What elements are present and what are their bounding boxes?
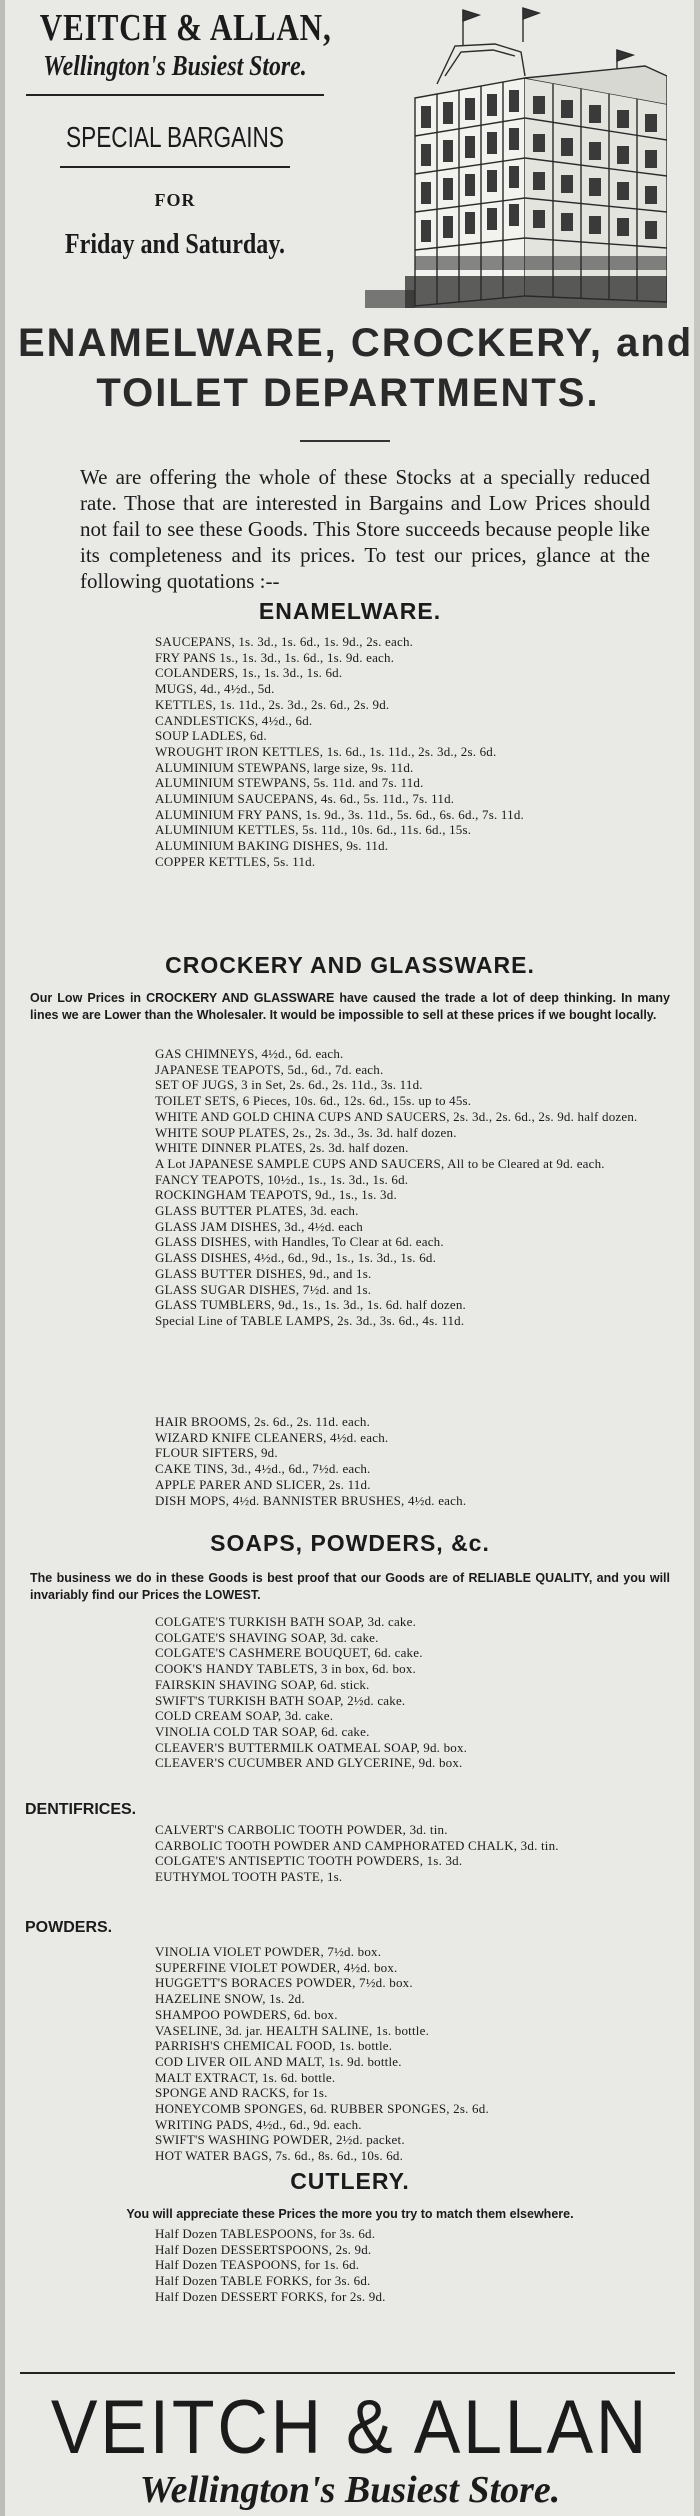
list-item: SWIFT'S WASHING POWDER, 2½d. packet.	[155, 2132, 405, 2148]
special-bargains-heading: SPECIAL BARGAINS	[66, 122, 284, 154]
list-item: KETTLES, 1s. 11d., 2s. 3d., 2s. 6d., 2s. 9d.	[155, 696, 390, 712]
list-item: SOUP LADLES, 6d.	[155, 728, 267, 744]
list-item: SPONGE AND RACKS, for 1s.	[155, 2085, 328, 2101]
for-label: FOR	[154, 190, 196, 210]
list-item: WROUGHT IRON KETTLES, 1s. 6d., 1s. 11d., 2s. 3d., 2s. 6d.	[155, 743, 497, 759]
divider	[26, 94, 324, 96]
dentifrices-heading: DENTIFRICES.	[25, 1801, 137, 1818]
soaps-list	[155, 1614, 665, 1771]
list-item: SET OF JUGS, 3 in Set, 2s. 6d., 2s. 11d., 3s. 11d.	[155, 1077, 423, 1093]
store-tagline: Wellington's Busiest Store.	[43, 51, 307, 82]
list-item: WRITING PADS, 4½d., 6d., 9d. each.	[155, 2116, 362, 2132]
list-item: CALVERT'S CARBOLIC TOOTH POWDER, 3d. tin.	[155, 1822, 448, 1837]
soaps-paragraph: The business we do in these Goods is best proof that our Goods are of RELIABLE QUALITY, and you will invariably find our Prices the LOWEST.	[30, 1571, 670, 1602]
list-item: CLEAVER'S BUTTERMILK OATMEAL SOAP, 9d. box.	[155, 1739, 468, 1755]
list-item: Half Dozen TABLESPOONS, for 3s. 6d.	[155, 2226, 376, 2241]
list-item: MALT EXTRACT, 1s. 6d. bottle.	[155, 2069, 336, 2085]
header-block	[10, 6, 340, 263]
divider	[20, 2372, 675, 2374]
store-name: VEITCH & ALLAN,	[39, 7, 332, 49]
list-item: Half Dozen TEASPOONS, for 1s. 6d.	[155, 2257, 360, 2273]
list-item: APPLE PARER AND SLICER, 2s. 11d.	[155, 1476, 371, 1492]
sale-days: Friday and Saturday.	[64, 229, 286, 260]
list-item: ALUMINIUM SAUCEPANS, 4s. 6d., 5s. 11d., 7s. 11d.	[155, 791, 455, 807]
store-building-illustration	[345, 6, 667, 308]
list-item: SUPERFINE VIOLET POWDER, 4½d. box.	[155, 1959, 398, 1975]
dentifrices-list	[155, 1822, 665, 1885]
footer-tagline: Wellington's Busiest Store.	[139, 2469, 561, 2511]
list-item: HUGGETT'S BORACES POWDER, 7½d. box.	[155, 1975, 413, 1991]
list-item: CAKE TINS, 3d., 4½d., 6d., 7½d. each.	[155, 1461, 371, 1477]
list-item: COOK'S HANDY TABLETS, 3 in box, 6d. box.	[155, 1661, 417, 1677]
list-item: COLGATE'S CASHMERE BOUQUET, 6d. cake.	[155, 1645, 423, 1661]
list-item: Half Dozen DESSERTSPOONS, 2s. 9d.	[155, 2241, 372, 2257]
list-item: CLEAVER'S CUCUMBER AND GLYCERINE, 9d. box.	[155, 1755, 463, 1771]
list-item: VASELINE, 3d. jar. HEALTH SALINE, 1s. bottle.	[155, 2022, 430, 2038]
list-item: HOT WATER BAGS, 7s. 6d., 8s. 6d., 10s. 6d.	[155, 2148, 404, 2164]
list-item: WIZARD KNIFE CLEANERS, 4½d. each.	[155, 1429, 389, 1445]
list-item: A Lot JAPANESE SAMPLE CUPS AND SAUCERS, All to be Cleared at 9d. each.	[155, 1155, 605, 1171]
list-item: GLASS DISHES, 4½d., 6d., 9d., 1s., 1s. 3d., 1s. 6d.	[155, 1250, 437, 1266]
list-item: GLASS BUTTER PLATES, 3d. each.	[155, 1203, 359, 1219]
list-item: COLD CREAM SOAP, 3d. cake.	[155, 1708, 334, 1724]
list-item: CANDLESTICKS, 4½d., 6d.	[155, 712, 313, 728]
section-title-cutlery: CUTLERY.	[290, 2168, 410, 2194]
list-item: Half Dozen DESSERT FORKS, for 2s. 9d.	[155, 2288, 386, 2304]
list-item: SWIFT'S TURKISH BATH SOAP, 2½d. cake.	[155, 1692, 406, 1708]
list-item: ALUMINIUM STEWPANS, large size, 9s. 11d.	[155, 759, 414, 775]
list-item: GLASS JAM DISHES, 3d., 4½d. each	[155, 1218, 363, 1234]
list-item: Special Line of TABLE LAMPS, 2s. 3d., 3s. 6d., 4s. 11d.	[155, 1312, 465, 1328]
list-item: ALUMINIUM STEWPANS, 5s. 11d. and 7s. 11d.	[155, 775, 424, 791]
list-item: COLGATE'S SHAVING SOAP, 3d. cake.	[155, 1629, 379, 1645]
cutlery-paragraph: You will appreciate these Prices the more you try to match them elsewhere.	[126, 2207, 574, 2221]
powders-heading: POWDERS.	[25, 1919, 113, 1936]
list-item: HAZELINE SNOW, 1s. 2d.	[155, 1991, 305, 2007]
list-item: GLASS BUTTER DISHES, 9d., and 1s.	[155, 1265, 372, 1281]
list-item: MUGS, 4d., 4½d., 5d.	[155, 681, 275, 697]
footer-store-name: VEITCH & ALLAN	[50, 2385, 650, 2470]
list-item: CARBOLIC TOOTH POWDER AND CAMPHORATED CHALK, 3d. tin.	[155, 1837, 559, 1853]
divider	[60, 166, 290, 168]
list-item: SAUCEPANS, 1s. 3d., 1s. 6d., 1s. 9d., 2s. each.	[155, 634, 414, 649]
list-item: DISH MOPS, 4½d. BANNISTER BRUSHES, 4½d. each.	[155, 1492, 467, 1508]
list-item: COD LIVER OIL AND MALT, 1s. 9d. bottle.	[155, 2053, 402, 2069]
list-item: GLASS DISHES, with Handles, To Clear at 6d. each.	[155, 1234, 444, 1250]
list-item: WHITE DINNER PLATES, 2s. 3d. half dozen.	[155, 1140, 409, 1156]
list-item: ALUMINIUM KETTLES, 5s. 11d., 10s. 6d., 11s. 6d., 15s.	[155, 822, 472, 838]
section-title-soaps: SOAPS, POWDERS, &c.	[210, 1530, 490, 1556]
list-item: COLGATE'S TURKISH BATH SOAP, 3d. cake.	[155, 1614, 417, 1629]
cutlery-list	[155, 2226, 665, 2305]
list-item: VINOLIA COLD TAR SOAP, 6d. cake.	[155, 1723, 370, 1739]
list-item: FAIRSKIN SHAVING SOAP, 6d. stick.	[155, 1676, 370, 1692]
list-item: Half Dozen TABLE FORKS, for 3s. 6d.	[155, 2273, 371, 2289]
list-item: COLGATE'S ANTISEPTIC TOOTH POWDERS, 1s. 3d.	[155, 1853, 463, 1869]
main-title-line2: TOILET DEPARTMENTS.	[96, 371, 600, 415]
intro-paragraph: We are offering the whole of these Stocks at a specially reduced rate. Those that are interested in Bargains and Low Prices should not fail to see these Goods. This Store succeeds because people like its completeness and its prices. To test our prices, glance at the following quotations :--	[80, 465, 650, 593]
list-item: ALUMINIUM FRY PANS, 1s. 9d., 3s. 11d., 5s. 6d., 6s. 6d., 7s. 11d.	[155, 806, 524, 822]
list-item: ROCKINGHAM TEAPOTS, 9d., 1s., 1s. 3d.	[155, 1187, 397, 1203]
list-item: VINOLIA VIOLET POWDER, 7½d. box.	[155, 1944, 382, 1959]
list-item: GLASS SUGAR DISHES, 7½d. and 1s.	[155, 1281, 372, 1297]
powders-list	[155, 1944, 665, 2164]
list-item: FANCY TEAPOTS, 10½d., 1s., 1s. 3d., 1s. 6d.	[155, 1171, 409, 1187]
list-item: WHITE SOUP PLATES, 2s., 2s. 3d., 3s. 3d. half dozen.	[155, 1124, 457, 1140]
list-item: COPPER KETTLES, 5s. 11d.	[155, 853, 316, 869]
list-item: JAPANESE TEAPOTS, 5d., 6d., 7d. each.	[155, 1061, 384, 1077]
main-title-line1: ENAMELWARE, CROCKERY, and	[18, 321, 694, 365]
list-item: TOILET SETS, 6 Pieces, 10s. 6d., 12s. 6d., 15s. up to 45s.	[155, 1093, 472, 1109]
list-item: HAIR BROOMS, 2s. 6d., 2s. 11d. each.	[155, 1414, 371, 1429]
list-item: EUTHYMOL TOOTH PASTE, 1s.	[155, 1869, 343, 1885]
list-item: GLASS TUMBLERS, 9d., 1s., 1s. 3d., 1s. 6d. half dozen.	[155, 1297, 467, 1313]
list-item: FLOUR SIFTERS, 9d.	[155, 1445, 278, 1461]
list-item: WHITE AND GOLD CHINA CUPS AND SAUCERS, 2s. 3d., 2s. 6d., 2s. 9d. half dozen.	[155, 1108, 638, 1124]
list-item: SHAMPOO POWDERS, 6d. box.	[155, 2006, 338, 2022]
divider	[300, 440, 390, 442]
section-title-crockery: CROCKERY AND GLASSWARE.	[165, 952, 535, 978]
crockery-paragraph: Our Low Prices in CROCKERY AND GLASSWARE have caused the trade a lot of deep thinking. In many lines we are Lower than the Wholesaler. It would be impossible to sell at these prices if we bought locally.	[30, 991, 670, 1022]
household-list	[155, 1414, 665, 1508]
list-item: PARRISH'S CHEMICAL FOOD, 1s. bottle.	[155, 2038, 393, 2054]
list-item: HONEYCOMB SPONGES, 6d. RUBBER SPONGES, 2s. 6d.	[155, 2101, 489, 2117]
crockery-list	[155, 1046, 665, 1329]
list-item: GAS CHIMNEYS, 4½d., 6d. each.	[155, 1046, 344, 1061]
section-title-enamelware: ENAMELWARE.	[258, 598, 442, 624]
list-item: ALUMINIUM BAKING DISHES, 9s. 11d.	[155, 838, 389, 854]
enamelware-list	[155, 634, 665, 870]
list-item: FRY PANS 1s., 1s. 3d., 1s. 6d., 1s. 9d. each.	[155, 649, 395, 665]
list-item: COLANDERS, 1s., 1s. 3d., 1s. 6d.	[155, 665, 343, 681]
